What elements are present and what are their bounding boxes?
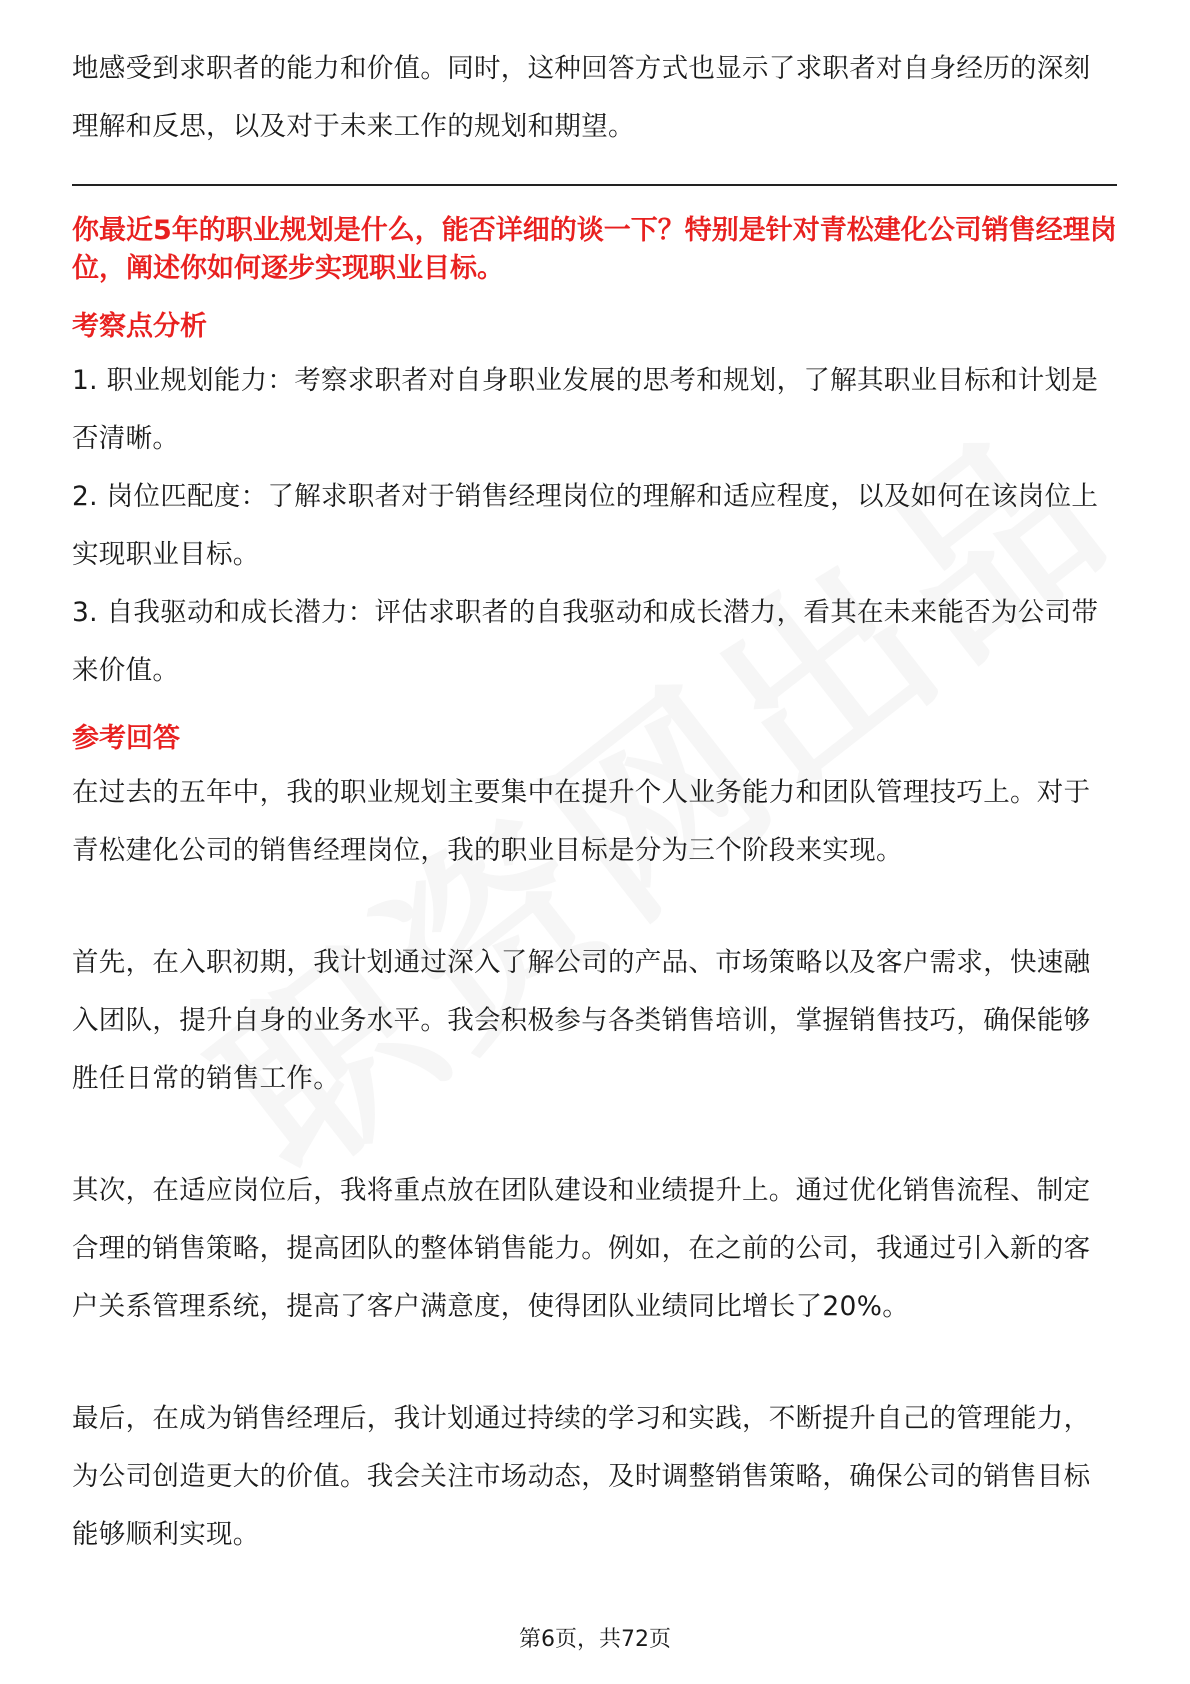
answer-heading: 参考回答: [72, 723, 180, 754]
answer-paragraph: 在过去的五年中，我的职业规划主要集中在提升个人业务能力和团队管理技巧上。对于青松建化公司的销售经理岗位，我的职业目标是分为三个阶段来实现。: [72, 777, 1091, 866]
analysis-heading: 考察点分析: [72, 311, 207, 342]
interview-question: 你最近5年的职业规划是什么，能否详细的谈一下？特别是针对青松建化公司销售经理岗位，阐述你如何逐步实现职业目标。: [72, 215, 1117, 284]
intro-paragraph: 地感受到求职者的能力和价值。同时，这种回答方式也显示了求职者对自身经历的深刻理解和反思，以及对于未来工作的规划和期望。: [72, 53, 1091, 142]
analysis-list: [72, 352, 1117, 700]
answer-body: [72, 764, 1117, 1564]
analysis-item: 2. 岗位匹配度：了解求职者对于销售经理岗位的理解和适应程度，以及如何在该岗位上实现职业目标。: [72, 481, 1099, 570]
analysis-item: 1. 职业规划能力：考察求职者对自身职业发展的思考和规划，了解其职业目标和计划是否清晰。: [72, 365, 1099, 454]
answer-paragraph: 首先，在入职初期，我计划通过深入了解公司的产品、市场策略以及客户需求，快速融入团队，提升自身的业务水平。我会积极参与各类销售培训，掌握销售技巧，确保能够胜任日常的销售工作。: [72, 947, 1091, 1094]
analysis-item: 3. 自我驱动和成长潜力：评估求职者的自我驱动和成长潜力，看其在未来能否为公司带来价值。: [72, 597, 1099, 686]
document-page: [72, 40, 1117, 1564]
answer-paragraph: 其次，在适应岗位后，我将重点放在团队建设和业绩提升上。通过优化销售流程、制定合理的销售策略，提高团队的整体销售能力。例如，在之前的公司，我通过引入新的客户关系管理系统，提高了客户满意度，使得团队业绩同比增长了20%。: [72, 1175, 1091, 1322]
page-number: 第6页，共72页: [519, 1627, 671, 1652]
section-divider: [72, 184, 1117, 186]
answer-paragraph: 最后，在成为销售经理后，我计划通过持续的学习和实践，不断提升自己的管理能力，为公司创造更大的价值。我会关注市场动态，及时调整销售策略，确保公司的销售目标能够顺利实现。: [72, 1403, 1091, 1550]
